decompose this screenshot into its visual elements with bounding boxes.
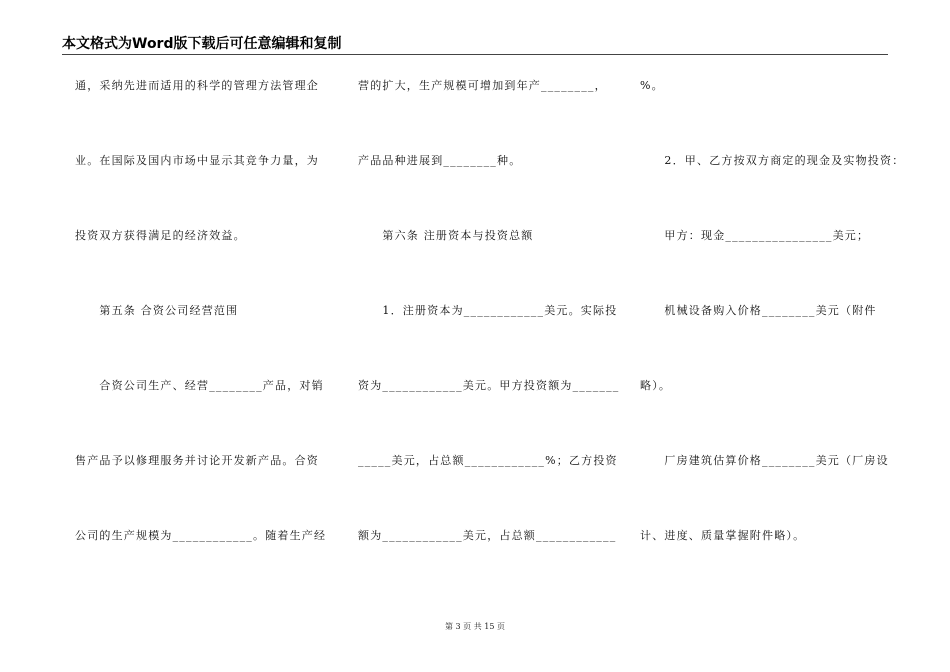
section-heading: 第五条 合资公司经营范围	[75, 304, 239, 317]
text-line: 机械设备购入价格________美元（附件	[640, 304, 877, 317]
text-line: 额为____________美元，占总额____________	[358, 529, 617, 542]
page-header-title: 本文格式为Word版下载后可任意编辑和复制	[62, 36, 342, 52]
text-line: 厂房建筑估算价格________美元（厂房设	[640, 454, 889, 467]
text-line: 甲方：现金________________美元；	[640, 229, 870, 242]
text-line: 业。在国际及国内市场中显示其竞争力量，为	[75, 154, 319, 167]
text-line: 2．甲、乙方按双方商定的现金及实物投资：	[640, 154, 905, 167]
text-line: 略）。	[640, 379, 672, 392]
text-column-1	[75, 0, 325, 620]
text-column-3	[640, 0, 905, 620]
text-line: 计、进度、质量掌握附件略）。	[640, 529, 806, 542]
text-line: %。	[640, 79, 664, 92]
text-line: 营的扩大，生产规模可增加到年产________，	[358, 79, 607, 92]
text-line: 售产品予以修理服务并讨论开发新产品。合资	[75, 454, 319, 467]
text-line: 1．注册资本为____________美元。实际投	[358, 304, 618, 317]
text-line: 投资双方获得满足的经济效益。	[75, 229, 246, 242]
text-column-2	[358, 0, 620, 620]
text-line: 资为____________美元。甲方投资额为_______	[358, 379, 620, 392]
section-heading: 第六条 注册资本与投资总额	[358, 229, 534, 242]
text-line: _____美元，占总额____________%；乙方投资	[358, 454, 618, 467]
page-number: 第 3 页 共 15 页	[445, 622, 505, 631]
text-line: 通，采纳先进而适用的科学的管理方法管理企	[75, 79, 319, 92]
text-line: 产品品种进展到________种。	[358, 154, 522, 167]
text-line: 合资公司生产、经营________产品，对销	[75, 379, 324, 392]
text-line: 公司的生产规模为____________。随着生产经	[75, 529, 327, 542]
